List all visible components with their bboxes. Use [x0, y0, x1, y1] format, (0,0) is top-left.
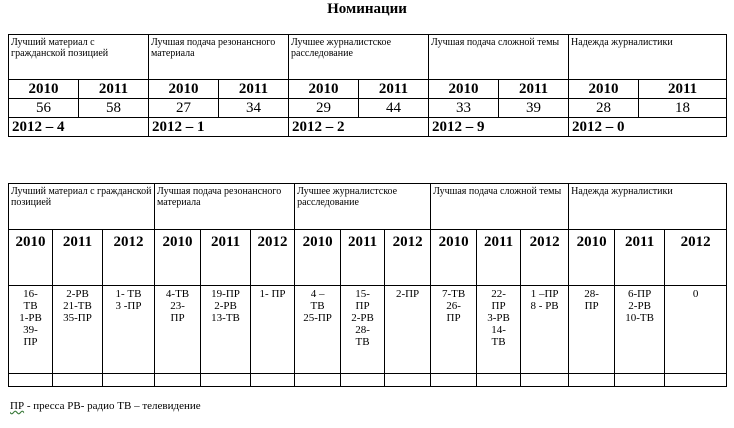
breakdown-cell: 22- ПР 3-РВ 14- ТВ: [477, 286, 521, 374]
category-header: Лучший материал с гражданской позицией: [9, 184, 155, 230]
year-header: 2010: [155, 230, 201, 286]
category-header: Лучшее журналистское расследование: [289, 35, 429, 80]
count-cell: 39: [499, 99, 569, 118]
breakdown-cell: 1 –ПР 8 - РВ: [521, 286, 569, 374]
category-header: Надежда журналистики: [569, 35, 727, 80]
count-cell: 27: [149, 99, 219, 118]
breakdown-cell: 16- ТВ 1-РВ 39- ПР: [9, 286, 53, 374]
legend-pr-abbr: ПР: [10, 400, 25, 412]
count-cell: 18: [639, 99, 727, 118]
breakdown-cell: 7-ТВ 26- ПР: [431, 286, 477, 374]
count-cell: 33: [429, 99, 499, 118]
year-header: 2011: [615, 230, 665, 286]
breakdown-cell: 1- ТВ 3 -ПР: [103, 286, 155, 374]
year-header: 2010: [569, 80, 639, 99]
year-header: 2010: [9, 80, 79, 99]
breakdown-cell: 15- ПР 2-РВ 28- ТВ: [341, 286, 385, 374]
breakdown-cell: 28- ПР: [569, 286, 615, 374]
count-cell: 34: [219, 99, 289, 118]
total-2012-cell: 2012 – 1: [149, 118, 289, 137]
legend: [10, 400, 201, 412]
year-header: 2011: [201, 230, 251, 286]
nominations-table-summary: [8, 34, 727, 137]
year-header: 2011: [341, 230, 385, 286]
legend-text: - пресса РВ- радио ТВ – телевидение: [24, 400, 201, 412]
count-cell: 56: [9, 99, 79, 118]
year-header: 2012: [665, 230, 727, 286]
page-title: Номинации: [327, 1, 407, 17]
year-header: 2012: [251, 230, 295, 286]
category-header: Лучшая подача резонансного материала: [149, 35, 289, 80]
category-header: Лучшая подача резонансного материала: [155, 184, 295, 230]
year-header: 2010: [149, 80, 219, 99]
count-cell: 44: [359, 99, 429, 118]
total-2012-cell: 2012 – 0: [569, 118, 727, 137]
breakdown-cell: 4-ТВ 23- ПР: [155, 286, 201, 374]
breakdown-cell: 1- ПР: [251, 286, 295, 374]
category-header: Лучший материал с гражданской позицией: [9, 35, 149, 80]
count-cell: 29: [289, 99, 359, 118]
year-header: 2010: [569, 230, 615, 286]
year-header: 2010: [431, 230, 477, 286]
year-header: 2011: [499, 80, 569, 99]
breakdown-cell: 4 – ТВ 25-ПР: [295, 286, 341, 374]
year-header: 2011: [219, 80, 289, 99]
category-header: Лучшая подача сложной темы: [431, 184, 569, 230]
year-header: 2011: [639, 80, 727, 99]
year-header: 2012: [103, 230, 155, 286]
count-cell: 58: [79, 99, 149, 118]
total-2012-cell: 2012 – 9: [429, 118, 569, 137]
year-header: 2010: [429, 80, 499, 99]
year-header: 2010: [289, 80, 359, 99]
year-header: 2011: [53, 230, 103, 286]
category-header: Лучшее журналистское расследование: [295, 184, 431, 230]
breakdown-cell: 6-ПР 2-РВ 10-ТВ: [615, 286, 665, 374]
year-header: 2010: [9, 230, 53, 286]
year-header: 2011: [359, 80, 429, 99]
year-header: 2012: [521, 230, 569, 286]
category-header: Лучшая подача сложной темы: [429, 35, 569, 80]
year-header: 2010: [295, 230, 341, 286]
year-header: 2012: [385, 230, 431, 286]
total-2012-cell: 2012 – 2: [289, 118, 429, 137]
breakdown-cell: 19-ПР 2-РВ 13-ТВ: [201, 286, 251, 374]
breakdown-cell: 2-ПР: [385, 286, 431, 374]
breakdown-cell: 0: [665, 286, 727, 374]
year-header: 2011: [79, 80, 149, 99]
total-2012-cell: 2012 – 4: [9, 118, 149, 137]
count-cell: 28: [569, 99, 639, 118]
nominations-table-breakdown: [8, 183, 727, 387]
year-header: 2011: [477, 230, 521, 286]
breakdown-cell: 2-РВ 21-ТВ 35-ПР: [53, 286, 103, 374]
category-header: Надежда журналистики: [569, 184, 727, 230]
